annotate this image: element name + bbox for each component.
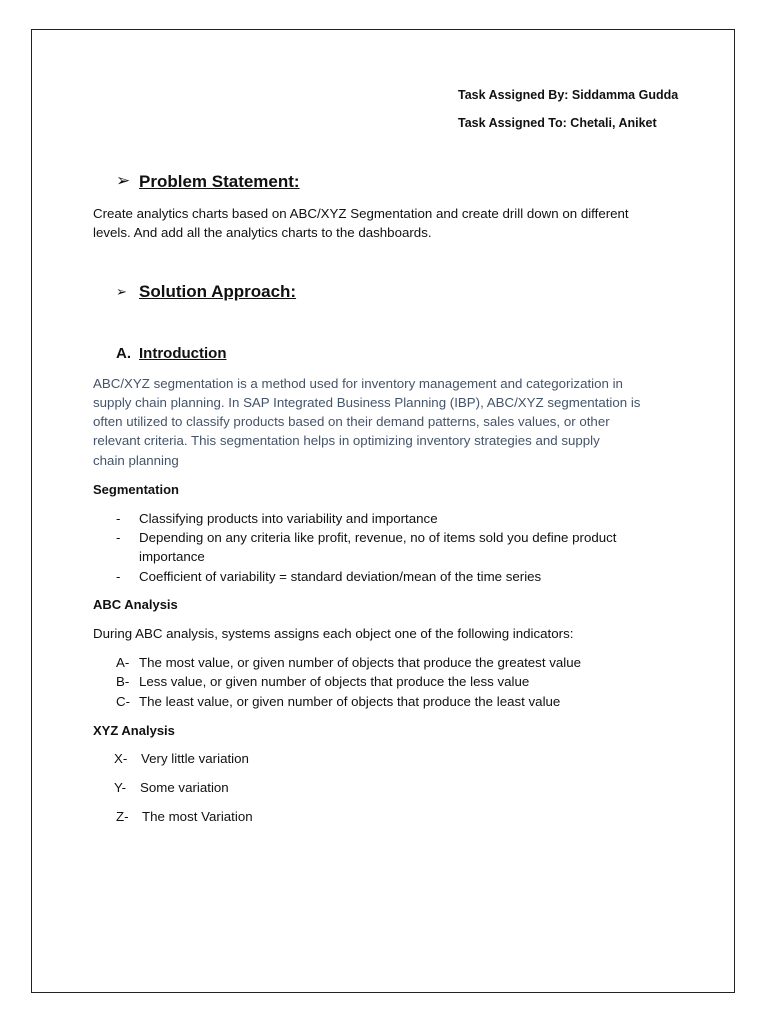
problem-line: Create analytics charts based on ABC/XYZ Segmentation and create drill down on different [93,206,629,221]
xyz-marker: Z- [116,809,129,824]
abc-item: The least value, or given number of objects that produce the least value [139,694,561,709]
xyz-item: Very little variation [141,751,249,766]
task-assigned-by: Task Assigned By: Siddamma Gudda [458,88,679,102]
xyz-item: The most Variation [142,809,253,824]
segmentation-item: Coefficient of variability = standard deviation/mean of the time series [139,569,542,584]
introduction-heading: Introduction [139,345,227,362]
bullet-marker: - [116,569,121,584]
abc-item: Less value, or given number of objects that produce the less value [139,674,530,689]
abc-intro: During ABC analysis, systems assigns each object one of the following indicators: [93,626,574,641]
abc-marker: A- [116,655,130,670]
problem-line: levels. And add all the analytics charts to the dashboards. [93,225,432,240]
intro-line: relevant criteria. This segmentation helps in optimizing inventory strategies and supply [93,433,600,448]
solution-approach-heading: Solution Approach: [139,282,297,301]
solution-arrow-icon: ➢ [116,284,127,299]
problem-statement-heading: Problem Statement: [139,172,300,191]
intro-line: chain planning [93,453,179,468]
xyz-marker: X- [114,751,128,766]
abc-marker: B- [116,674,130,689]
segmentation-item: Depending on any criteria like profit, revenue, no of items sold you define product [139,530,617,545]
intro-line: ABC/XYZ segmentation is a method used for inventory management and categorization in [93,376,623,391]
intro-line: often utilized to classify products based on their demand patterns, sales values, or other [93,414,610,429]
intro-line: supply chain planning. In SAP Integrated Business Planning (IBP), ABC/XYZ segmentation is [93,395,641,410]
problem-arrow-icon: ➢ [116,171,131,190]
segmentation-item-continued: importance [139,549,205,564]
task-assigned-to: Task Assigned To: Chetali, Aniket [458,116,657,130]
xyz-analysis-heading: XYZ Analysis [93,723,175,738]
intro-marker: A. [116,345,131,362]
bullet-marker: - [116,530,121,545]
segmentation-heading: Segmentation [93,482,179,497]
xyz-item: Some variation [140,780,229,795]
abc-item: The most value, or given number of objects that produce the greatest value [139,655,582,670]
segmentation-item: Classifying products into variability and importance [139,511,438,526]
bullet-marker: - [116,511,121,526]
abc-marker: C- [116,694,131,709]
abc-analysis-heading: ABC Analysis [93,597,178,612]
xyz-marker: Y- [114,780,127,795]
